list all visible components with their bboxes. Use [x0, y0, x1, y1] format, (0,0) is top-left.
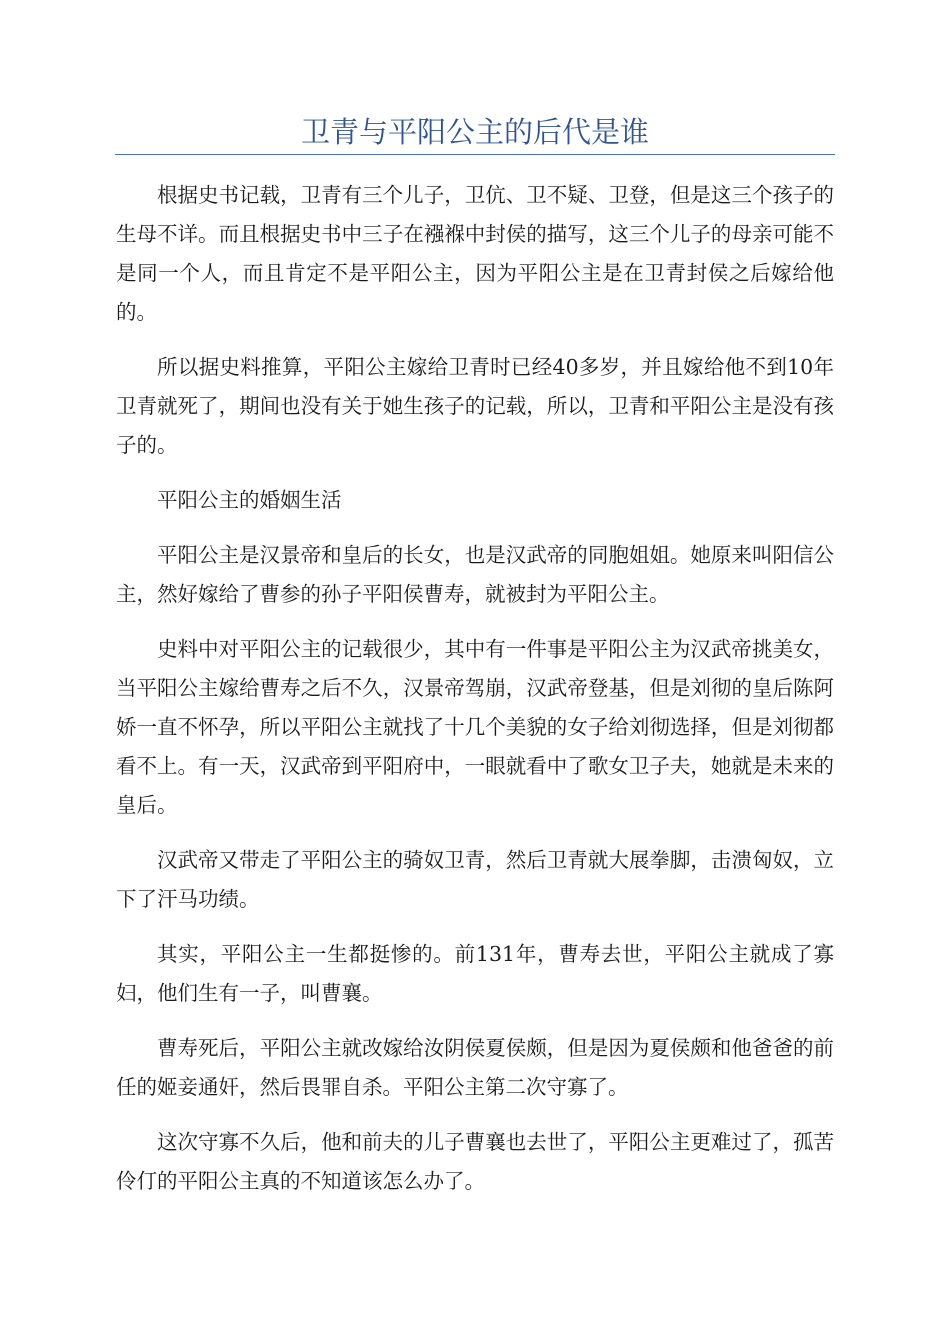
paragraph-8: 这次守寡不久后，他和前夫的儿子曹襄也去世了，平阳公主更难过了，孤苦伶仃的平阳公主真的不知道该怎么办了。 [116, 1130, 834, 1193]
page-title: 卫青与平阳公主的后代是谁 [300, 115, 649, 149]
paragraph-5: 汉武帝又带走了平阳公主的骑奴卫青，然后卫青就大展拳脚，击溃匈奴，立下了汗马功绩。 [116, 848, 834, 911]
paragraph-7: 曹寿死后，平阳公主就改嫁给汝阴侯夏侯颇，但是因为夏侯颇和他爸爸的前任的姬妾通奸，然后畏罪自杀。平阳公主第二次守寡了。 [116, 1036, 834, 1099]
section-heading: 平阳公主的婚姻生活 [157, 488, 342, 512]
paragraph-3: 平阳公主是汉景帝和皇后的长女，也是汉武帝的同胞姐姐。她原来叫阳信公主，然好嫁给了曹参的孙子平阳侯曹寿，就被封为平阳公主。 [116, 543, 834, 606]
paragraph-2: 所以据史料推算，平阳公主嫁给卫青时已经40多岁，并且嫁给他不到10年卫青就死了，期间也没有关于她生孩子的记载，所以，卫青和平阳公主是没有孩子的。 [116, 355, 834, 457]
title-underline [115, 154, 835, 155]
article-body [116, 176, 834, 1217]
paragraph-6: 其实，平阳公主一生都挺惨的。前131年，曹寿去世，平阳公主就成了寡妇，他们生有一子，叫曹襄。 [116, 942, 834, 1005]
paragraph-1: 根据史书记载，卫青有三个儿子，卫伉、卫不疑、卫登，但是这三个孩子的生母不详。而且根据史书中三子在襁褓中封侯的描写，这三个儿子的母亲可能不是同一个人，而且肯定不是平阳公主，因为平阳公主是在卫青封侯之后嫁给他的。 [116, 183, 834, 324]
paragraph-4: 史料中对平阳公主的记载很少，其中有一件事是平阳公主为汉武帝挑美女，当平阳公主嫁给曹寿之后不久，汉景帝驾崩，汉武帝登基，但是刘彻的皇后陈阿娇一直不怀孕，所以平阳公主就找了十几个美貌的女子给刘彻选择，但是刘彻都看不上。有一天，汉武帝到平阳府中，一眼就看中了歌女卫子夫，她就是未来的皇后。 [116, 637, 834, 817]
